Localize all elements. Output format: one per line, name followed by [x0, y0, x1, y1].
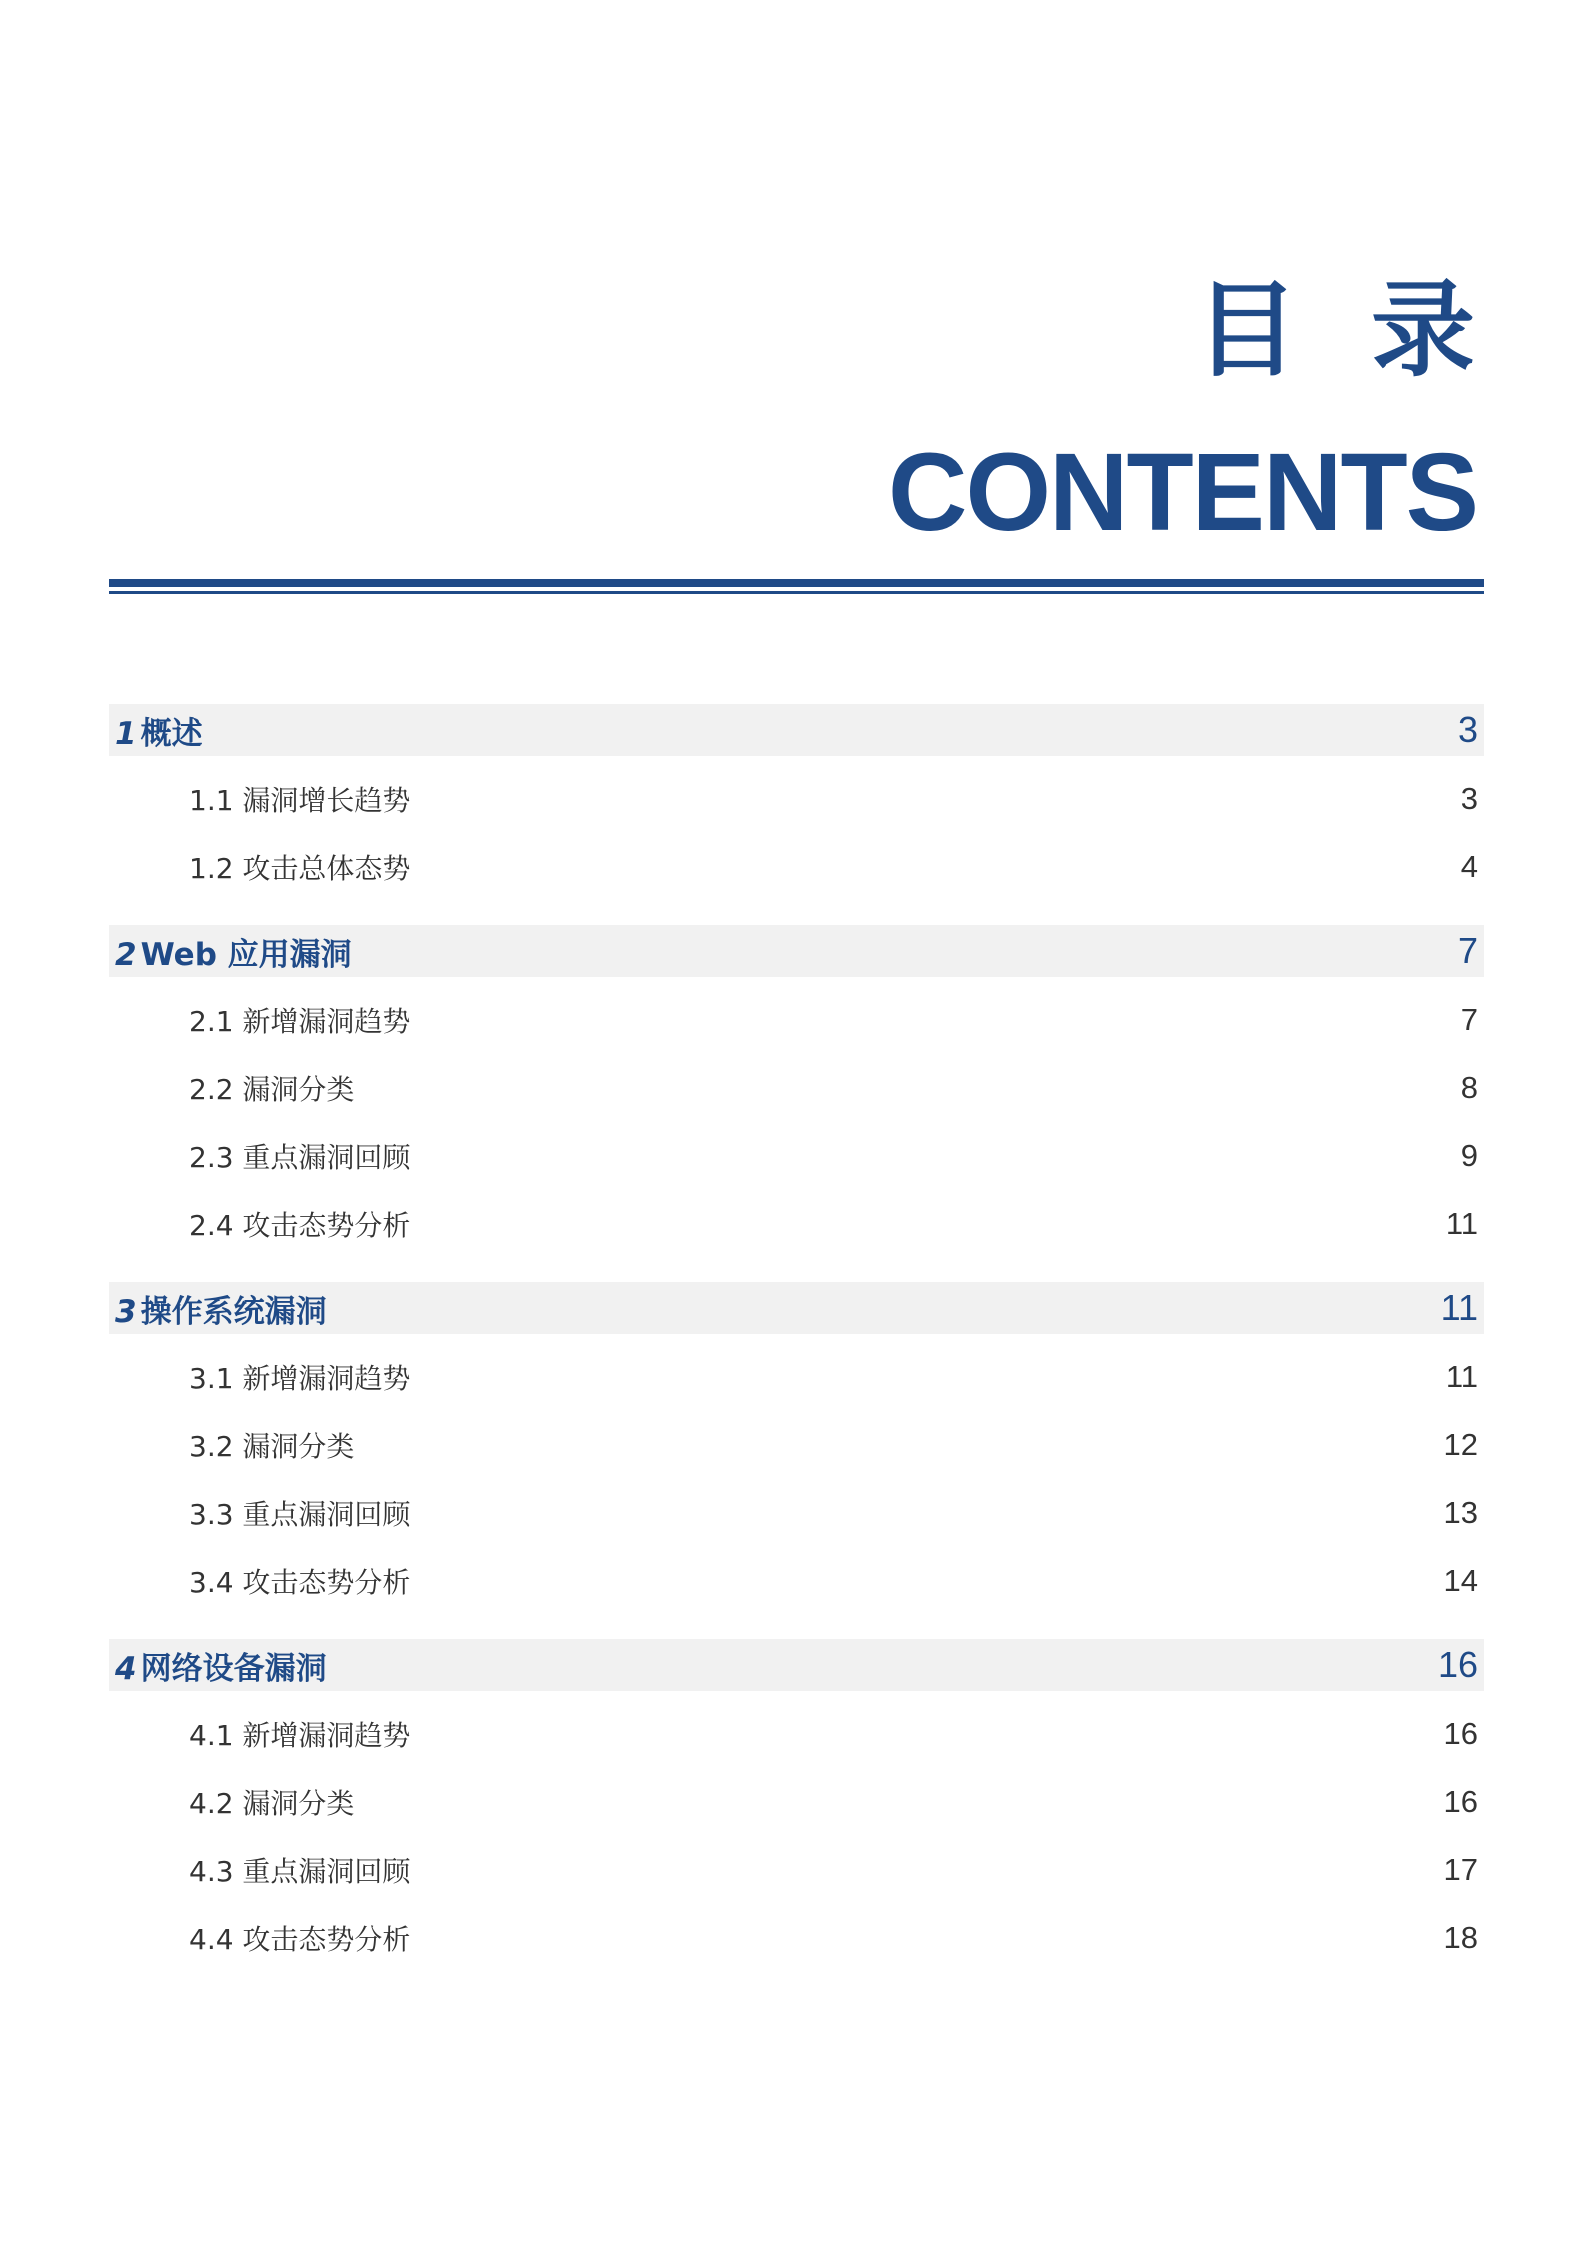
entry-page-number: 4: [1460, 849, 1478, 884]
entry-title: 2.2 漏洞分类: [189, 1073, 355, 1106]
entry-title: 4.1 新增漏洞趋势: [189, 1719, 411, 1752]
header-divider-thick: [109, 579, 1484, 587]
toc-entry[interactable]: [109, 1054, 1484, 1122]
section-page-number: 3: [1457, 709, 1478, 750]
section-number: 1: [115, 715, 137, 752]
section-page-number: 7: [1457, 930, 1478, 971]
toc-section-heading[interactable]: [109, 1639, 1484, 1691]
entry-title: 3.3 重点漏洞回顾: [189, 1498, 411, 1531]
toc-entry[interactable]: [109, 1479, 1484, 1547]
section-number: 2: [115, 936, 137, 973]
entry-page-number: 12: [1443, 1427, 1478, 1462]
entry-page-number: 3: [1460, 781, 1478, 816]
toc-section-2: [109, 925, 1484, 1282]
entry-title: 3.4 攻击态势分析: [189, 1566, 411, 1599]
entry-title: 2.3 重点漏洞回顾: [189, 1141, 411, 1174]
section-number: 4: [115, 1650, 137, 1687]
section-title: 概述: [140, 715, 203, 752]
entry-title: 2.1 新增漏洞趋势: [189, 1005, 411, 1038]
entry-page-number: 16: [1443, 1716, 1478, 1751]
entry-page-number: 11: [1445, 1359, 1478, 1394]
entry-title: 4.4 攻击态势分析: [189, 1923, 411, 1956]
entry-title: 4.2 漏洞分类: [189, 1787, 355, 1820]
section-number: 3: [115, 1293, 137, 1330]
header-divider-thin: [109, 591, 1484, 594]
toc-section-heading[interactable]: [109, 925, 1484, 977]
toc-entry[interactable]: [109, 1904, 1484, 1972]
page-title-cn: 目 录: [1194, 269, 1493, 391]
section-page-number: 11: [1440, 1287, 1478, 1328]
entry-title: 1.2 攻击总体态势: [189, 852, 411, 885]
entry-page-number: 14: [1443, 1563, 1478, 1598]
toc-section-3: [109, 1282, 1484, 1639]
entry-page-number: 9: [1460, 1138, 1478, 1173]
toc-entry[interactable]: [109, 765, 1484, 833]
toc-entry[interactable]: [109, 1343, 1484, 1411]
entry-page-number: 18: [1443, 1920, 1478, 1955]
toc-section-heading[interactable]: [109, 704, 1484, 756]
entry-title: 2.4 攻击态势分析: [189, 1209, 411, 1242]
entry-title: 1.1 漏洞增长趋势: [189, 784, 411, 817]
toc-entry[interactable]: [109, 1836, 1484, 1904]
entry-title: 3.2 漏洞分类: [189, 1430, 355, 1463]
page-title-en: CONTENTS: [888, 431, 1477, 554]
section-page-number: 16: [1437, 1644, 1478, 1685]
entry-title: 4.3 重点漏洞回顾: [189, 1855, 411, 1888]
section-title: 操作系统漏洞: [140, 1293, 327, 1330]
entry-page-number: 7: [1460, 1002, 1478, 1037]
toc-entry[interactable]: [109, 1547, 1484, 1615]
entry-page-number: 16: [1443, 1784, 1478, 1819]
toc-entry[interactable]: [109, 1122, 1484, 1190]
toc-entry[interactable]: [109, 1700, 1484, 1768]
entry-page-number: 13: [1443, 1495, 1478, 1530]
toc-section-heading[interactable]: [109, 1282, 1484, 1334]
toc-section-1: [109, 704, 1484, 925]
section-title: Web 应用漏洞: [140, 936, 352, 973]
toc-entry[interactable]: [109, 833, 1484, 901]
entry-page-number: 17: [1443, 1852, 1478, 1887]
toc-entry[interactable]: [109, 1190, 1484, 1258]
toc-entry[interactable]: [109, 1411, 1484, 1479]
entry-title: 3.1 新增漏洞趋势: [189, 1362, 411, 1395]
table-of-contents: [109, 704, 1484, 1972]
entry-page-number: 8: [1460, 1070, 1478, 1105]
toc-section-4: [109, 1639, 1484, 1972]
entry-page-number: 11: [1445, 1206, 1478, 1241]
toc-entry[interactable]: [109, 986, 1484, 1054]
toc-entry[interactable]: [109, 1768, 1484, 1836]
section-title: 网络设备漏洞: [140, 1650, 327, 1687]
